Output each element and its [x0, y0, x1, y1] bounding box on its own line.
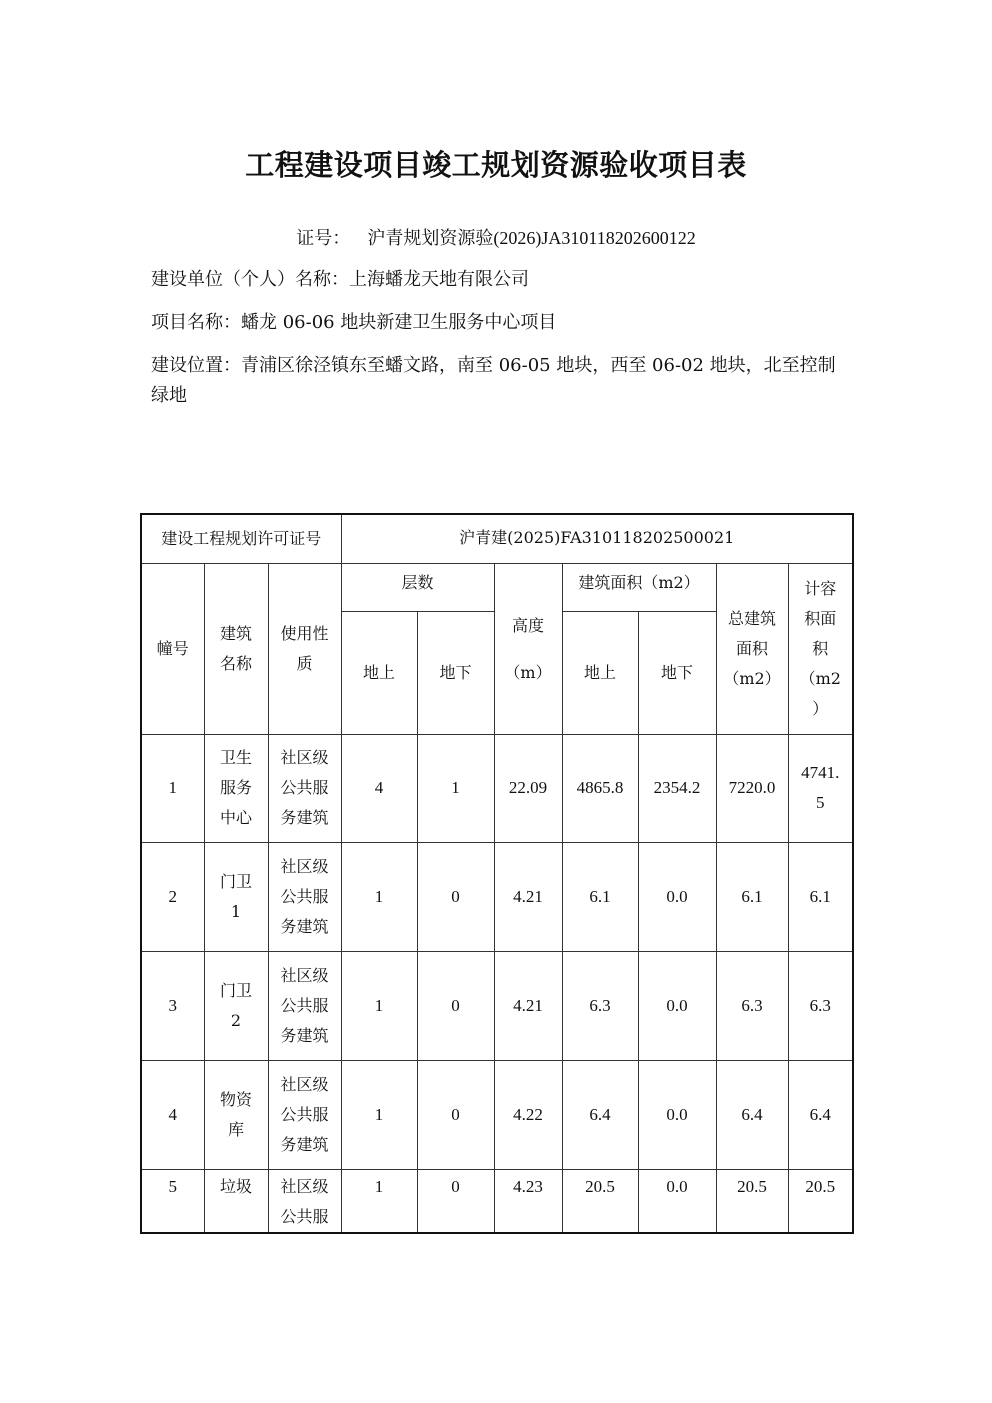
cell-building-name: 门卫 1 — [204, 842, 268, 951]
project-line — [151, 308, 841, 338]
cell-building-no: 5 — [141, 1169, 204, 1233]
cell-building-name: 物资 库 — [204, 1060, 268, 1169]
cell-area-above: 6.4 — [562, 1060, 638, 1169]
cell-floors-below: 0 — [417, 951, 494, 1060]
cell-far-area: 6.3 — [788, 951, 853, 1060]
cell-building-name: 垃圾 — [204, 1169, 268, 1233]
header-building-name: 建筑 名称 — [204, 563, 268, 734]
cell-usage: 社区级 公共服 务建筑 — [268, 734, 341, 842]
project-label: 项目名称： — [151, 312, 241, 333]
cell-usage: 社区级 公共服 务建筑 — [268, 951, 341, 1060]
cell-floors-above: 4 — [341, 734, 417, 842]
cell-floors-above: 1 — [341, 1169, 417, 1233]
cell-area-below: 0.0 — [638, 842, 716, 951]
cell-floors-below: 0 — [417, 1060, 494, 1169]
cell-usage: 社区级 公共服 务建筑 — [268, 1060, 341, 1169]
cell-height: 22.09 — [494, 734, 562, 842]
builder-line — [151, 265, 841, 295]
cell-area-above: 6.1 — [562, 842, 638, 951]
cell-total-area: 6.4 — [716, 1060, 788, 1169]
cell-floors-above: 1 — [341, 842, 417, 951]
permit-value: 沪青建(2025)FA310118202500021 — [341, 514, 853, 563]
cell-area-below: 2354.2 — [638, 734, 716, 842]
header-total-area: 总建筑 面积 （m2） — [716, 563, 788, 734]
cell-floors-below: 1 — [417, 734, 494, 842]
cell-far-area: 6.4 — [788, 1060, 853, 1169]
header-area-below: 地下 — [638, 611, 716, 734]
header-area: 建筑面积（m2） — [562, 563, 716, 611]
cell-building-no: 4 — [141, 1060, 204, 1169]
header-floors: 层数 — [341, 563, 494, 611]
cell-area-below: 0.0 — [638, 1060, 716, 1169]
certificate-label: 证号： — [296, 228, 351, 249]
certificate-number — [0, 224, 992, 250]
cell-total-area: 6.1 — [716, 842, 788, 951]
cell-area-below: 0.0 — [638, 1169, 716, 1233]
document-title: 工程建设项目竣工规划资源验收项目表 — [245, 148, 747, 182]
cell-total-area: 7220.0 — [716, 734, 788, 842]
location-line — [151, 351, 841, 411]
permit-label: 建设工程规划许可证号 — [141, 514, 341, 563]
table-row — [141, 734, 853, 842]
header-area-above: 地上 — [562, 611, 638, 734]
cell-far-area: 20.5 — [788, 1169, 853, 1233]
cell-building-no: 1 — [141, 734, 204, 842]
cell-far-area: 4741. 5 — [788, 734, 853, 842]
table-row — [141, 1169, 853, 1233]
table-row — [141, 842, 853, 951]
builder-value: 上海蟠龙天地有限公司 — [349, 269, 529, 290]
certificate-value: 沪青规划资源验(2026)JA310118202600122 — [367, 228, 696, 248]
header-far-area: 计容 积面 积 （m2 ） — [788, 563, 853, 734]
cell-area-above: 4865.8 — [562, 734, 638, 842]
cell-height: 4.23 — [494, 1169, 562, 1233]
cell-building-no: 2 — [141, 842, 204, 951]
cell-area-above: 20.5 — [562, 1169, 638, 1233]
cell-area-above: 6.3 — [562, 951, 638, 1060]
header-floors-below: 地下 — [417, 611, 494, 734]
table-row — [141, 951, 853, 1060]
cell-floors-above: 1 — [341, 951, 417, 1060]
cell-height: 4.22 — [494, 1060, 562, 1169]
builder-label: 建设单位（个人）名称： — [151, 269, 349, 290]
cell-floors-below: 0 — [417, 1169, 494, 1233]
table-row — [141, 1060, 853, 1169]
cell-height: 4.21 — [494, 842, 562, 951]
cell-area-below: 0.0 — [638, 951, 716, 1060]
cell-height: 4.21 — [494, 951, 562, 1060]
location-label: 建设位置： — [151, 355, 241, 376]
header-floors-above: 地上 — [341, 611, 417, 734]
cell-far-area: 6.1 — [788, 842, 853, 951]
cell-floors-below: 0 — [417, 842, 494, 951]
cell-usage: 社区级 公共服 务建筑 — [268, 842, 341, 951]
cell-floors-above: 1 — [341, 1060, 417, 1169]
cell-total-area: 20.5 — [716, 1169, 788, 1233]
cell-building-name: 卫生 服务 中心 — [204, 734, 268, 842]
cell-building-name: 门卫 2 — [204, 951, 268, 1060]
cell-usage: 社区级 公共服 — [268, 1169, 341, 1233]
location-value: 青浦区徐泾镇东至蟠文路，南至 06-05 地块，西至 06-02 地块，北至控制绿地 — [151, 355, 836, 406]
header-usage: 使用性 质 — [268, 563, 341, 734]
cell-total-area: 6.3 — [716, 951, 788, 1060]
header-building-no: 幢号 — [141, 563, 204, 734]
header-row-1 — [141, 563, 853, 611]
project-value: 蟠龙 06-06 地块新建卫生服务中心项目 — [241, 312, 557, 333]
acceptance-table — [140, 513, 854, 1234]
permit-row — [141, 514, 853, 563]
header-height: 高度 （m） — [494, 563, 562, 734]
cell-building-no: 3 — [141, 951, 204, 1060]
